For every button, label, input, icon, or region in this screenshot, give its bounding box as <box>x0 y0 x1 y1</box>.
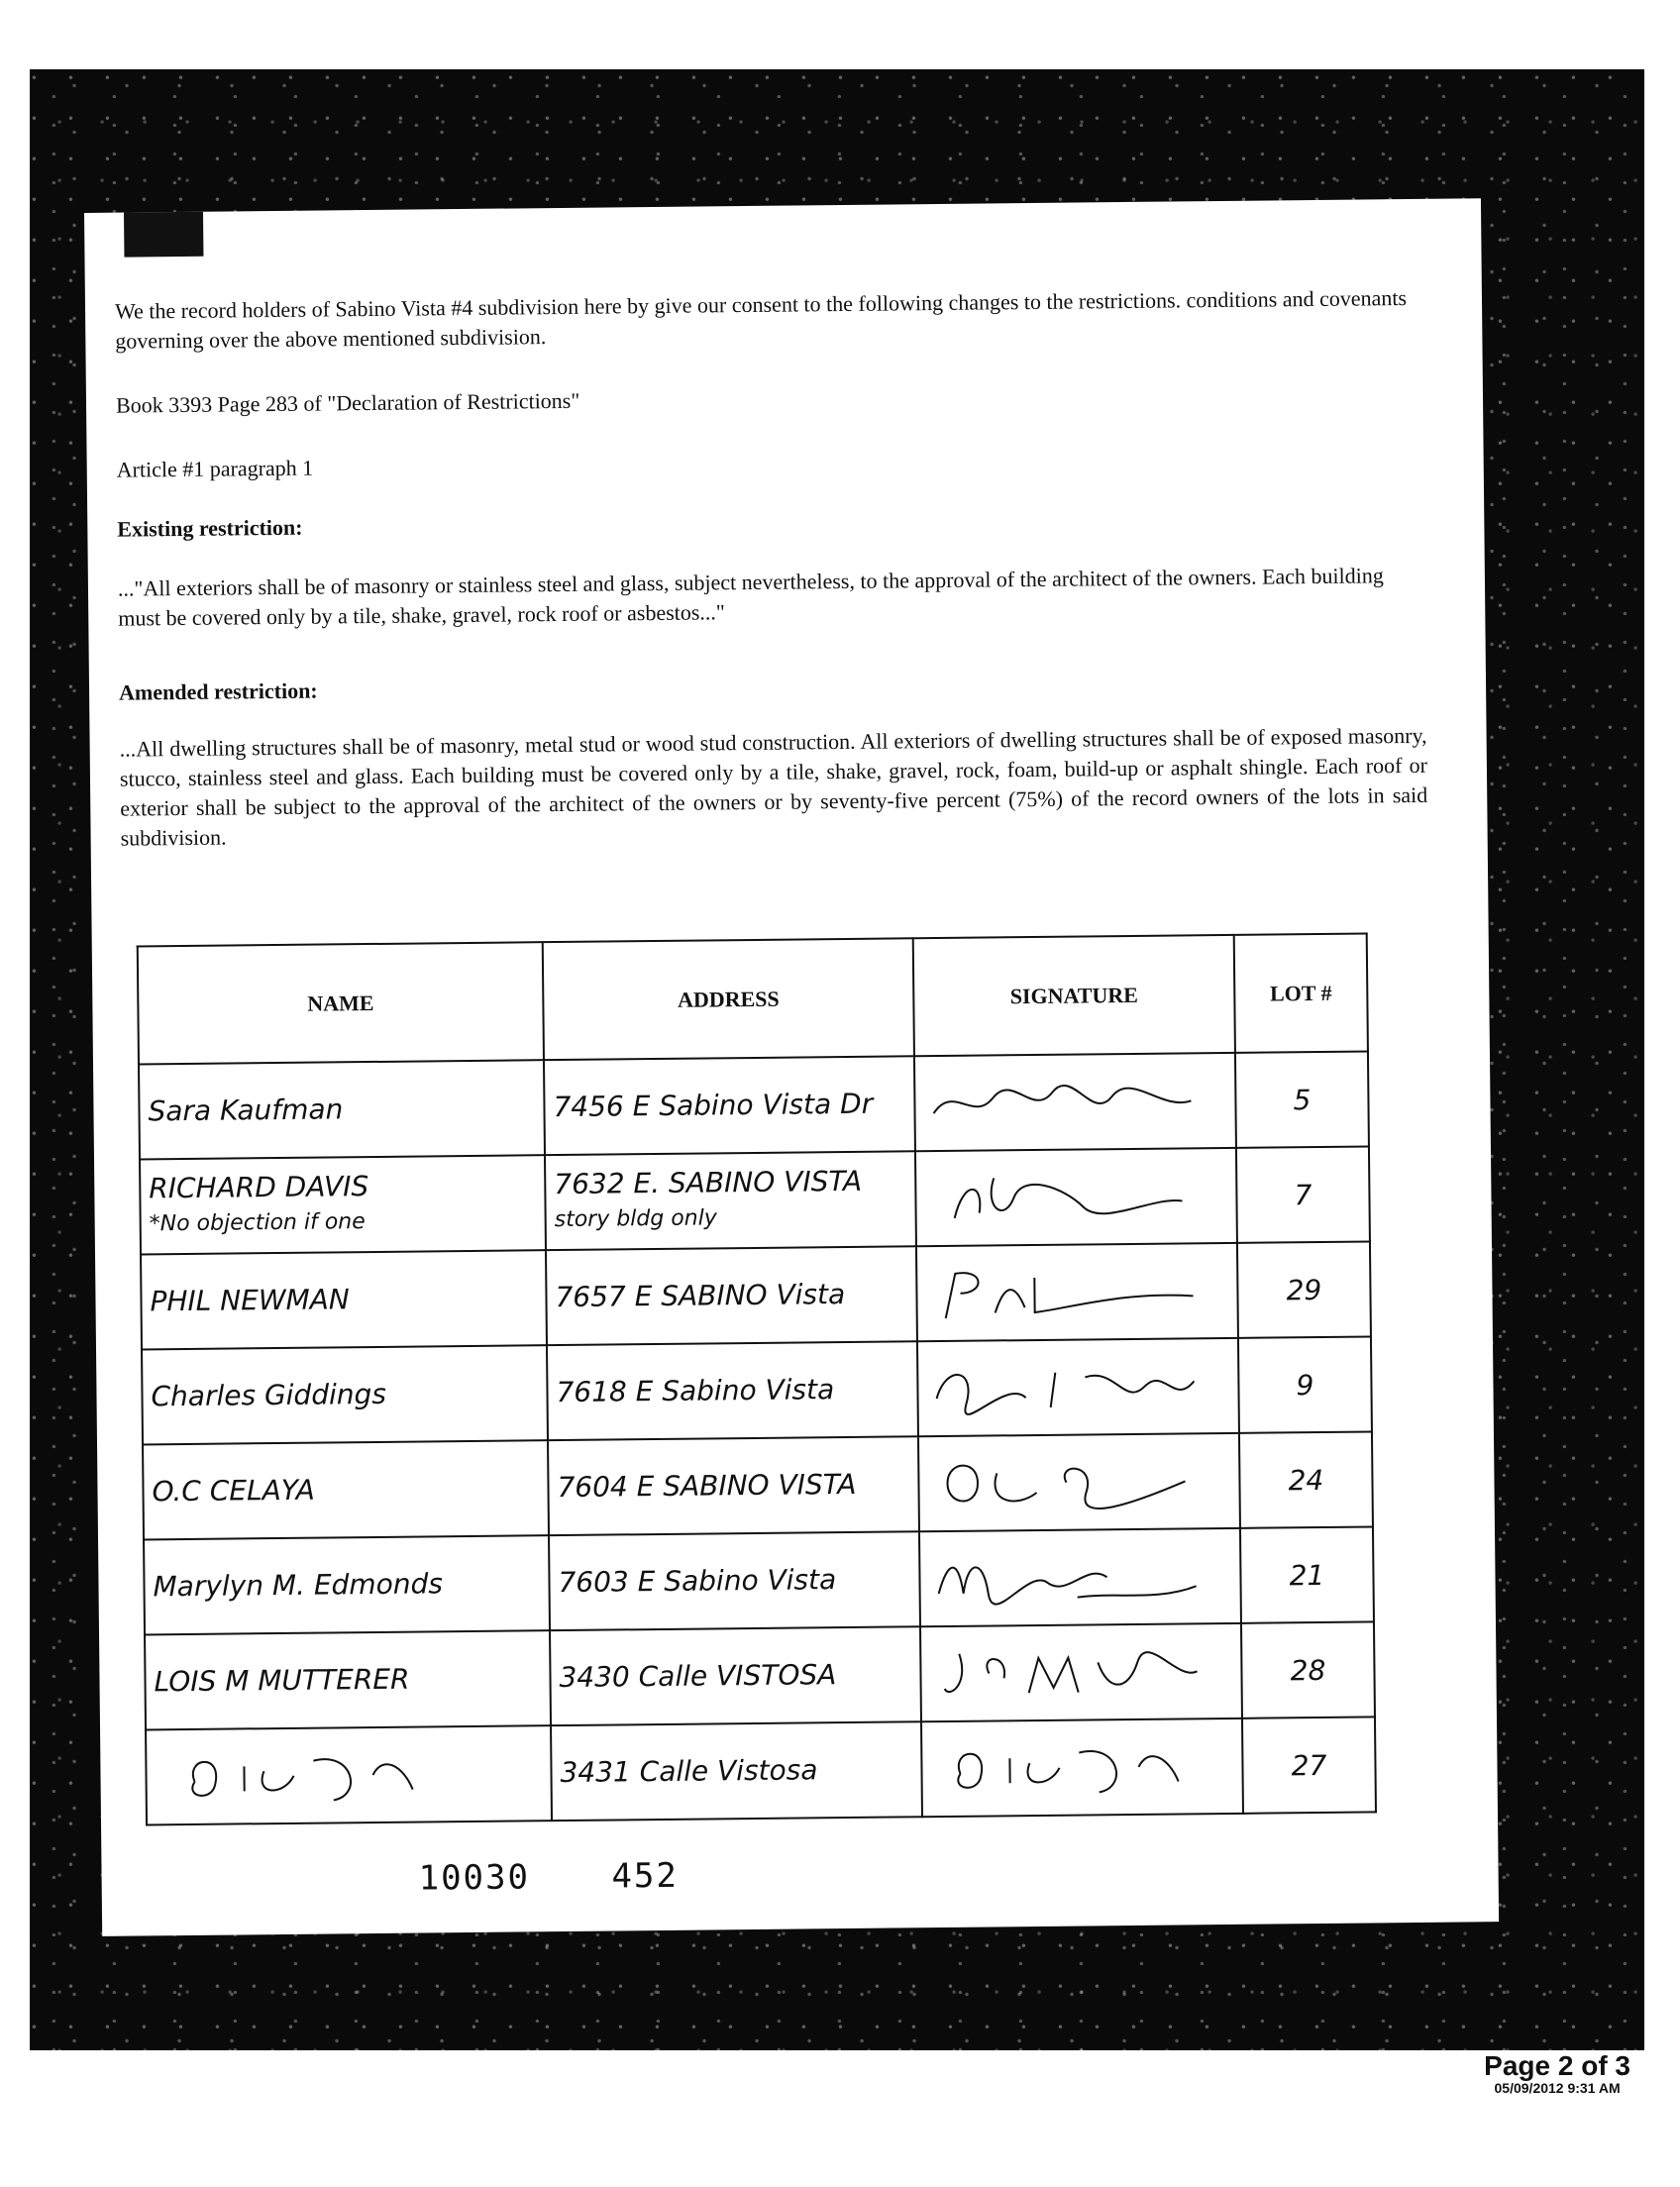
page-count: Page 2 of 3 <box>1484 2050 1630 2081</box>
name-cell <box>141 1250 547 1349</box>
signature-cell <box>919 1528 1241 1626</box>
handwritten-signature <box>928 1546 1207 1609</box>
signer-address: 7456 E Sabino Vista Dr <box>553 1087 874 1124</box>
signature-cell <box>920 1623 1242 1721</box>
signer-name: O.C CELAYA <box>152 1473 316 1509</box>
table-row <box>144 1526 1374 1634</box>
signer-address: 3430 Calle VISTOSA <box>559 1658 837 1695</box>
lot-cell: 29 <box>1237 1241 1371 1337</box>
signers-table <box>137 932 1377 1825</box>
intro-paragraph: We the record holders of Sabino Vista #4 subdivision here by give our consent to the following changes to the restrictions. conditions and covenants governing over the above mentioned subdivision. <box>114 285 1408 354</box>
lot-cell: 5 <box>1235 1051 1369 1147</box>
name-cell <box>145 1630 551 1729</box>
signer-address: 7632 E. SABINO VISTA <box>554 1164 863 1201</box>
address-cell <box>547 1341 918 1440</box>
header-name: NAME <box>138 942 544 1064</box>
stamp-docket: 10030 <box>418 1857 531 1899</box>
name-cell <box>144 1535 550 1634</box>
table-row <box>145 1621 1375 1729</box>
recording-stamp <box>418 1855 738 1898</box>
address-cell <box>548 1436 919 1535</box>
name-cell <box>142 1345 548 1444</box>
signer-name: Sara Kaufman <box>148 1093 344 1128</box>
existing-text: ..."All exteriors shall be of masonry or stainless steel and glass, subject nevertheless, to the approval of the architect of the owners. Each building must be covered only by a tile, shake, gravel, rock roof or asbestos..." <box>117 563 1384 631</box>
amended-text: ...All dwelling structures shall be of masonry, metal stud or wood stud construction. All exteriors of dwelling structures shall be of exposed masonry, stucco, stainless steel and glass. Each building must be covered only by a tile, shake, gravel, rock, foam, build-up or asphalt shingle. Each roof or exterior shall be subject to the approval of the architect of the owners or by seventy-five percent (75%) of the record owners of the lots in said subdivision. <box>119 722 1428 851</box>
signer-note: *No objection if one <box>149 1209 366 1237</box>
table-row <box>142 1336 1372 1444</box>
signer-address: 7657 E SABINO Vista <box>555 1278 846 1314</box>
name-cell <box>146 1725 552 1824</box>
signer-name: PHIL NEWMAN <box>150 1283 350 1318</box>
address-cell <box>551 1721 922 1821</box>
signature-cell <box>916 1243 1238 1341</box>
lot-cell: 28 <box>1241 1621 1375 1718</box>
name-cell <box>143 1440 549 1539</box>
handwritten-signature <box>924 1166 1203 1228</box>
lot-cell: 21 <box>1240 1526 1374 1622</box>
signer-address: 7618 E Sabino Vista <box>556 1373 835 1409</box>
handwritten-signature <box>927 1451 1206 1513</box>
lot-cell: 9 <box>1238 1336 1372 1432</box>
signer-address: 7604 E SABINO VISTA <box>557 1467 857 1505</box>
signer-name: Charles Giddings <box>151 1377 387 1413</box>
name-cell <box>140 1155 546 1254</box>
redaction-mark <box>124 212 203 258</box>
address-cell <box>544 1056 915 1155</box>
signer-address-line2: story bldg only <box>554 1205 717 1233</box>
handwritten-signature <box>930 1736 1208 1799</box>
address-cell <box>550 1626 921 1725</box>
table-row <box>139 1051 1369 1159</box>
timestamp: 05/09/2012 9:31 AM <box>1494 2080 1621 2096</box>
lot-cell: 27 <box>1242 1717 1376 1813</box>
address-cell <box>545 1151 916 1250</box>
document-page <box>84 198 1499 1936</box>
signature-cell <box>914 1053 1236 1151</box>
handwritten-name <box>155 1744 433 1807</box>
table-header-row <box>138 933 1368 1064</box>
stamp-page: 452 <box>611 1855 680 1897</box>
book-reference: Book 3393 Page 283 of "Declaration of Restrictions" <box>115 387 580 418</box>
name-cell <box>139 1060 545 1159</box>
lot-cell: 24 <box>1239 1431 1373 1527</box>
amended-heading: Amended restriction: <box>118 677 318 705</box>
lot-cell: 7 <box>1236 1146 1370 1242</box>
handwritten-signature <box>929 1641 1208 1704</box>
handwritten-signature <box>926 1356 1205 1418</box>
existing-heading: Existing restriction: <box>117 514 303 542</box>
header-address: ADDRESS <box>543 938 914 1060</box>
article-reference: Article #1 paragraph 1 <box>116 455 314 482</box>
table-row <box>143 1431 1373 1539</box>
table-row <box>140 1146 1370 1254</box>
signature-cell <box>915 1148 1237 1246</box>
signature-cell <box>918 1433 1240 1531</box>
table-row <box>141 1241 1371 1349</box>
signer-name: Marylyn M. Edmonds <box>153 1567 444 1604</box>
header-lot: LOT # <box>1234 933 1368 1052</box>
address-cell <box>546 1246 917 1345</box>
header-signature: SIGNATURE <box>913 935 1235 1056</box>
signature-cell <box>917 1338 1239 1436</box>
signer-name: RICHARD DAVIS <box>149 1170 369 1205</box>
table-row <box>146 1717 1376 1824</box>
signer-name: LOIS M MUTTERER <box>154 1662 410 1699</box>
signer-address: 3431 Calle Vistosa <box>560 1753 818 1790</box>
signature-cell <box>921 1718 1243 1817</box>
address-cell <box>549 1531 920 1630</box>
handwritten-signature <box>923 1071 1202 1133</box>
page-footer <box>1484 2052 1630 2096</box>
signer-address: 7603 E Sabino Vista <box>558 1563 837 1600</box>
handwritten-signature <box>925 1261 1204 1323</box>
